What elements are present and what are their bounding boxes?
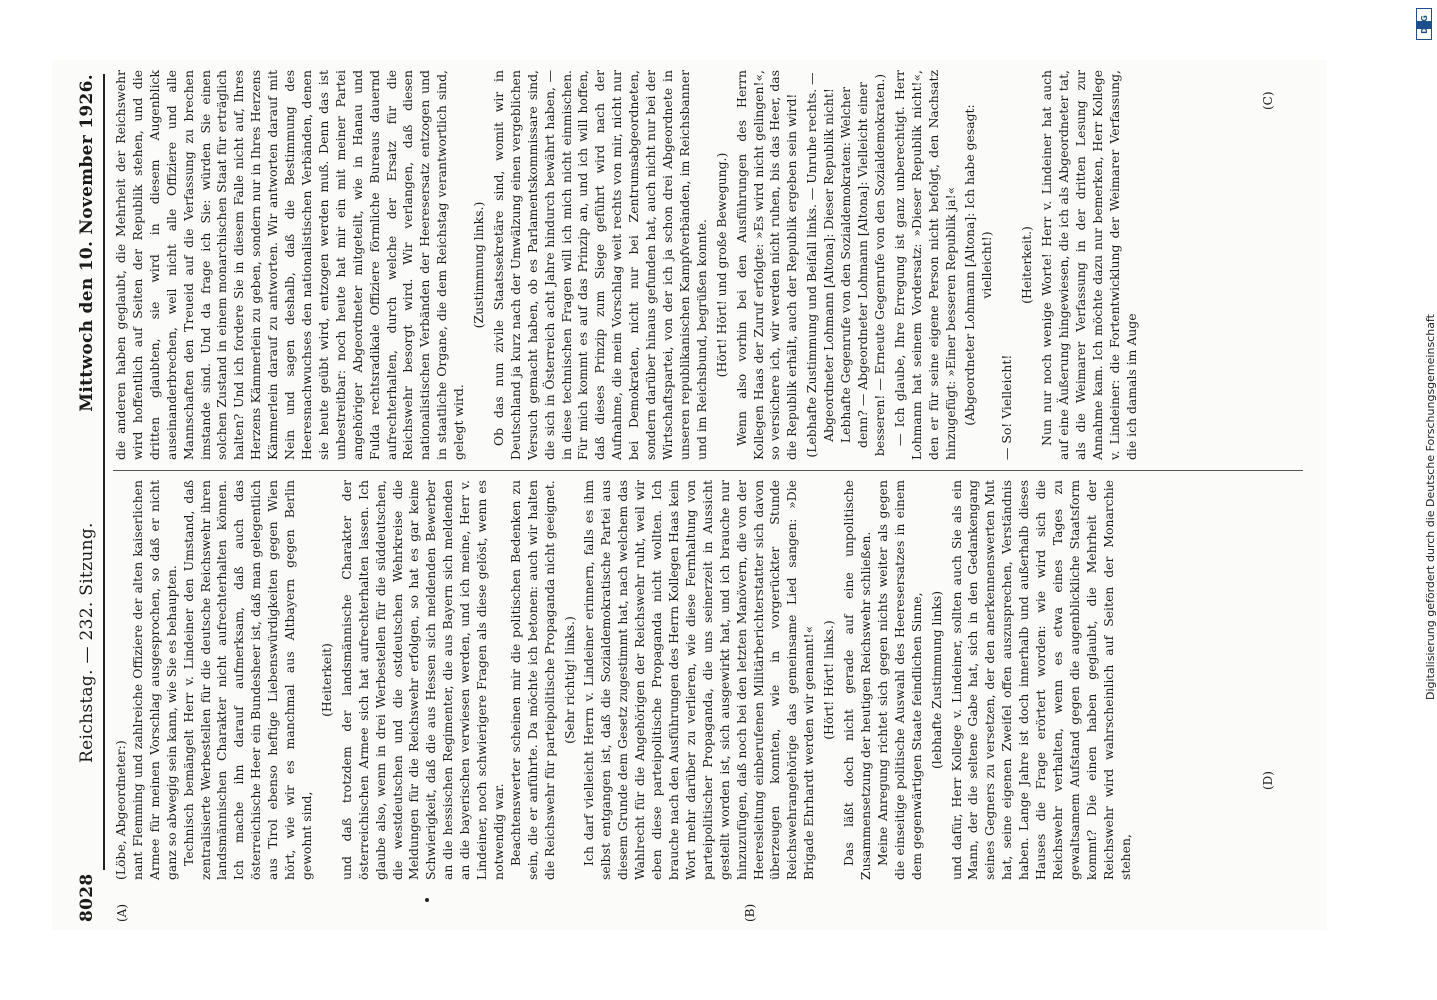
digitization-credit: Digitalisierung gefördert durch die Deutsche Forschungsgemeinschaft	[1424, 314, 1437, 700]
margin-marker-d: (D)	[1261, 771, 1275, 790]
interjection: (lebhafte Zustimmung links)	[928, 590, 944, 770]
interjection: (Zustimmung links.)	[471, 201, 487, 329]
scanned-page	[52, 60, 1327, 930]
column-divider	[113, 470, 1303, 471]
header-rule	[103, 74, 105, 870]
paragraph: Ich darf vielleicht Herrn v. Lindeiner erinnern, falls es ihm selbst entgangen ist, daß die Sozialdemokratische Partei aus diesem Grunde dem Gesetz zugestimmt hat, nach welchem das Wahlrecht für die Angehörigen der Reichswehr ruht, weil wir eben diese parteipolitische Propaganda nicht wollten. Ich brauche nach den Ausführungen des Herrn Kollegen Haas kein Wort mehr darüber zu verlieren, wie diese Fernhaltung von parteipolitischer Propaganda, die uns seinerzeit in Aussicht gestellt worden ist, sich ausgewirkt hat, und ich brauche nur hinzuzufügen, daß noch bei den letzten Manövern, die von der Heeresleitung einberufenen Militärberichterstatter sich davon überzeugen konnten, wie in vorgerückter Stunde Reichswehrangehörige das gemeinsame Lied sangen: »Die Brigade Ehrhardt werden wir genannt!«	[581, 480, 817, 880]
paragraph: Meine Anregung richtet sich gegen nichts weiter als gegen die einseitige politische Auswahl des Heeresersatzes in einem dem gegenwärtigen Staate feindlichen Sinne,	[874, 480, 924, 880]
paragraph: Wenn also vorhin bei den Ausführungen des Herrn Kollegen Haas der Zuruf erfolgte: »Es wird nicht gelingen!«, so versichere ich, wir werden nicht ruhen, bis das Heer, das die Republik erhält, auch der Republik ergeben sein wird!	[733, 70, 800, 460]
interjection: (Hört! Hört! und große Bewegung.)	[713, 152, 729, 378]
paragraph: Beachtenswerter scheinen mir die politischen Bedenken zu sein, die er anführte. Da möchte ich betonen: auch wir halten die Reichswehr für parteipolitische Propaganda nicht geeignet.	[507, 480, 557, 880]
right-column	[113, 70, 1313, 460]
interjection: (Hört! Hört! links.)	[821, 620, 837, 740]
page-number: 8028	[77, 873, 97, 922]
paragraph: Das läßt doch nicht gerade auf eine unpolitische Zusammensetzung der heutigen Reichswehr schließen.	[841, 480, 873, 880]
dfg-logo	[1416, 8, 1432, 40]
margin-dot	[425, 898, 429, 902]
paragraph: — So! Vielleicht!	[999, 354, 1015, 460]
margin-marker-b: (B)	[743, 903, 757, 922]
margin-marker-c: (C)	[1261, 91, 1275, 110]
paragraph: und dafür, Herr Kollege v. Lindeiner, sollten auch Sie als ein Mann, der die seltene Gabe hat, sich in den Gedankengang seines Gegners zu versetzen, der den anerkennenswerten Mut hat, seine eigenen Zweifel offen auszusprechen, Verständnis haben. Lange Jahre ist doch innerhalb und außerhalb dieses Hauses die Frage erörtert worden: wie wird sich die Reichswehr verhalten, wenn es etwa eines Tages zu gewaltsamem Aufstand gegen die augenblickliche Staatsform kommt? Die einen haben geglaubt, die Mehrheit der Reichswehr wird wahrscheinlich auf Seiten der Monarchie stehen,	[948, 480, 1133, 880]
session-date: Mittwoch den 10. November 1926.	[77, 74, 97, 412]
paragraph: Nun nur noch wenige Worte! Herr v. Lindeiner hat auch auf eine Äußerung hingewiesen, die ich als Abgeordneter tat, als die Weimarer Verfassung in der dritten Lesung zur Annahme kam. Ich möchte dazu nur bemerken, Herr Kollege v. Lindeiner: die Fortentwicklung der Weimarer Verfassung, die ich damals im Auge	[1039, 70, 1139, 460]
paragraph: — Ich glaube, Ihre Erregung ist ganz unberechtigt. Herr Lohmann hat seinem Vordersatz: »Dieser Republik nicht!«, den er für seine eigene Person nicht befolgt, den Nachsatz hinzugefügt: »Einer besseren Republik ja!«	[891, 70, 958, 460]
interjection: (Abgeordneter Lohmann [Altona]: Ich habe gesagt: vielleicht!)	[962, 104, 995, 426]
margin-marker-a: (A)	[115, 903, 129, 922]
paragraph: und daß trotzdem der landsmännische Charakter der österreichischen Armee sich hat aufrechterhalten lassen. Ich glaube also, wenn in drei Werbestellen für die süddeutschen, die westdeutschen und die ostdeutschen Wehrkreise die Meldungen für die Reichswehr erfolgen, so hat es gar keine Schwierigkeit, daß die aus Hessen sich meldenden Bewerber an die hessischen Regimenter, die aus Bayern sich meldenden an die bayerischen verwiesen werden, und ich meine, Herr v. Lindeiner, noch schwierigere Fragen als diese gelöst, wenn es notwendig war.	[338, 480, 506, 880]
left-column	[113, 480, 1313, 880]
paragraph: nant Flemming und zahlreiche Offiziere der alten kaiserlichen Armee für meinen Vorschlag ausgesprochen, so daß er nicht ganz so abwegig sein kann, wie Sie es behaupten.	[129, 480, 179, 880]
interjection: (Sehr richtig! links.)	[561, 616, 577, 744]
page-header	[57, 74, 97, 922]
paragraph: Ob das nun zivile Staatssekretäre sind, womit wir in Deutschland ja kurz nach der Umwälzung einen vergeblichen Versuch gemacht haben, ob es Parlamentskommissare sind, die sich in Österreich acht Jahre hindurch bewährt haben, — in diese technischen Fragen will ich mich nicht einmischen. Für mich kommt es auf das Prinzip an, und ich will hoffen, daß dieses Prinzip zum Siege geführt wird nach der Aufnahme, die mein Vorschlag weit rechts von mir, nicht nur bei Demokraten, nicht nur bei Zentrumsabgeordneten, sondern darüber hinaus gefunden hat, auch nicht nur bei der Wirtschaftspartei, von der ich ja schon drei Abgeordnete in unseren republikanischen Kampfverbänden, im Reichsbanner und im Reichsbund, begrüßen konnte.	[490, 70, 709, 460]
interjection: (Heiterkeit.)	[1019, 226, 1035, 304]
session-title: Reichstag. — 232. Sitzung.	[77, 522, 97, 763]
paragraph: die anderen haben geglaubt, die Mehrheit der Reichswehr wird hoffentlich auf Seiten der Republik stehen, und die dritten glaubten, sie wird in diesem Augenblick auseinanderbrechen, weil nicht alle Offiziere und alle Mannschaften den Treueid auf die Verfassung zu brechen imstande sind. Und da frage ich Sie: würden Sie einen solchen Zustand in einem monarchischen Staat für erträglich halten? Und ich fordere Sie in diesem Falle nicht auf, Ihres Herzens Kämmerlein zu geben, sondern nur in Ihres Herzens Kämmerlein darauf zu antworten. Wir antworten darauf mit Nein und sagen deshalb, daß die Bestimmung des Heeresnachwuchses den nationalistischen Verbänden, denen sie heute geübt wird, entzogen werden muß. Denn das ist unbestreitbar: noch heute hat mir ein mit meiner Partei angehöriger Abgeordneter mitgeteilt, wie in Hanau und Fulda rechtsradikale Offiziere förmliche Bureaus dauernd aufrechterhalten, durch welche der Ersatz für die Reichswehr besorgt wird. Wir verlangen, daß diesen nationalistischen Verbänden der Heeresersatz entzogen und in staatliche Organe, die dem Reichstag verantwortlich sind, gelegt wird.	[113, 70, 467, 460]
speaker-line: (Löbe, Abgeordneter:)	[113, 740, 128, 880]
paragraph: Technisch bemängelt Herr v. Lindeiner den Umstand, daß zentralisierte Werbestellen für die deutsche Reichswehr ihren landsmännischen Charakter nicht aufrechterhalten können. Ich mache ihn darauf aufmerksam, daß auch das österreichische Heer ein Bundesheer ist, daß man gelegentlich aus Tirol ebenso heftige Liebenswürdigkeiten gegen Wien hört, wie wir es manchmal aus Altbayern gegen Berlin gewohnt sind,	[180, 480, 314, 880]
rotated-page-content	[53, 64, 1323, 930]
interjection: (Heiterkeit)	[318, 643, 334, 717]
dfg-logo-text: DFG	[1419, 14, 1429, 34]
interjection: (Lebhafte Zustimmung und Beifall links. — Unruhe rechts. — Abgeordneter Lohmann [Altona]: Dieser Republik nicht! Lebhafte Gegenrufe von den Sozialdemokraten: Welcher denn? — Abgeordneter Lohmann [Altona]: Vielleicht einer besseren! — Erneute Gegenrufe von den Sozialdemokraten.)	[804, 72, 887, 458]
